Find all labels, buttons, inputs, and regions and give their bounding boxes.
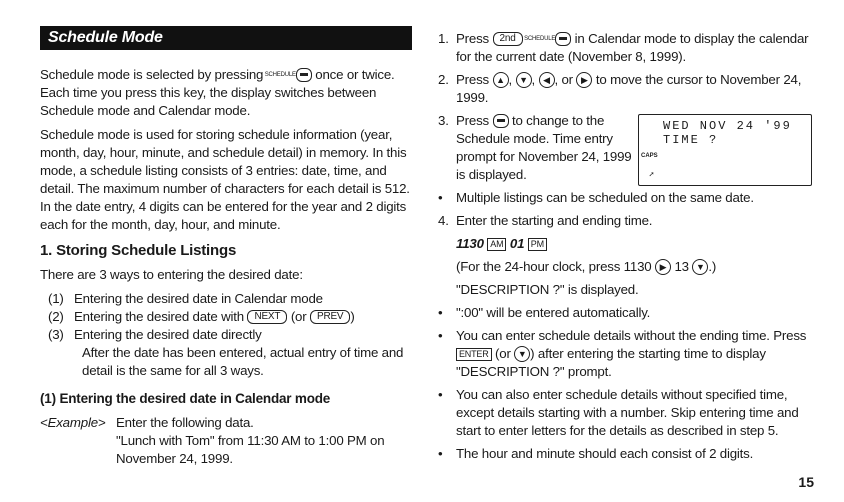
right-arrow-icon: ▶ bbox=[655, 259, 671, 275]
note-24h: (For the 24-hour clock, press 1130 ▶ 13 ▼ .) bbox=[456, 259, 717, 274]
bullet-3: • You can enter schedule details without the ending time. Press ENTER (or ▼ ) after entering the starting time to display "DESCRIPTION ?" prompt. bbox=[438, 328, 807, 379]
section-header: Schedule Mode bbox=[40, 26, 412, 50]
bullet-1: • Multiple listings can be scheduled on the same date. bbox=[438, 190, 754, 205]
schedule-key-icon bbox=[493, 114, 509, 128]
left-arrow-icon: ◀ bbox=[539, 72, 555, 88]
right-column bbox=[438, 30, 814, 468]
schedule-key-icon bbox=[296, 68, 312, 82]
bullet-5: • The hour and minute should each consist of 2 digits. bbox=[438, 446, 754, 461]
intro-paragraph: Schedule mode is selected by pressing $^{SCHEDULE}$ once or twice. Each time you press this key, the display switches between Schedule mode and Calendar mode. bbox=[40, 67, 395, 118]
pm-key-icon: PM bbox=[528, 238, 547, 251]
after-text: After the date has been entered, actual entry of time and detail is the same for all 3 ways. bbox=[82, 345, 404, 378]
prev-key-icon: PREV bbox=[310, 310, 350, 324]
next-key-icon: NEXT bbox=[247, 310, 287, 324]
description-prompt-note: "DESCRIPTION ?" is displayed. bbox=[456, 282, 639, 297]
caps-indicator: CAPS bbox=[641, 153, 658, 159]
left-column bbox=[40, 26, 412, 468]
ways-intro: There are 3 ways to entering the desired date: bbox=[40, 267, 303, 282]
time-entry-example: 1130 AM 01 PM bbox=[456, 235, 814, 253]
2nd-key-icon: 2nd bbox=[493, 32, 523, 46]
down-arrow-icon: ▼ bbox=[692, 259, 708, 275]
ways-list bbox=[48, 290, 412, 380]
lcd-display: WED NOV 24 '99 TIME ? CAPS ➚ bbox=[638, 114, 812, 186]
schedule-key-icon bbox=[555, 32, 571, 46]
cursor-arrow-icon: ➚ bbox=[649, 171, 654, 180]
down-arrow-icon: ▼ bbox=[516, 72, 532, 88]
step-4: 4. Enter the starting and ending time. bbox=[438, 213, 653, 228]
description-paragraph: Schedule mode is used for storing schedule information (year, month, day, hour, minute, and schedule detail) in memory. In this mode, a schedule listing consists of 3 entries: date, time, and detail. The maximum number of characters for each detail is 512. In the date entry, 4 digits can be entered for the year and 2 digits each for the month, day, hour, and minute. bbox=[40, 127, 410, 232]
step-3: 3. Press to change to the Schedule mode. Time entry prompt for November 24, 1999 is displayed. bbox=[438, 113, 632, 182]
right-arrow-icon: ▶ bbox=[576, 72, 592, 88]
section-heading-calendar: (1) Entering the desired date in Calendar mode bbox=[40, 391, 331, 406]
step-1: 1. Press 2nd $^{SCHEDULE}$ in Calendar mode to display the calendar for the current date (November 8, 1999). bbox=[438, 31, 809, 64]
up-arrow-icon: ▲ bbox=[493, 72, 509, 88]
bullet-2: • ":00" will be entered automatically. bbox=[438, 305, 651, 320]
example-block: <Example> Enter the following data. bbox=[40, 415, 254, 430]
list-item: (1) Entering the desired date in Calendar mode bbox=[48, 291, 323, 306]
list-item: (3) Entering the desired date directly bbox=[48, 327, 262, 342]
page-number: 15 bbox=[798, 474, 814, 490]
list-item: (2) Entering the desired date with NEXT (or PREV ) bbox=[48, 309, 355, 324]
bullet-4: • You can also enter schedule details without specified time, except details starting with a number. Skip entering time and start to enter letters for the details as described in step 5. bbox=[438, 387, 799, 438]
down-arrow-icon: ▼ bbox=[514, 346, 530, 362]
enter-key-icon: ENTER bbox=[456, 348, 492, 361]
section-heading-storing: 1. Storing Schedule Listings bbox=[40, 242, 237, 259]
example-data: "Lunch with Tom" from 11:30 AM to 1:00 PM on November 24, 1999. bbox=[116, 433, 385, 466]
am-key-icon: AM bbox=[487, 238, 506, 251]
step-2: 2. Press ▲ , ▼ , ◀ , or ▶ to move the cursor to November 24, 1999. bbox=[438, 72, 802, 105]
